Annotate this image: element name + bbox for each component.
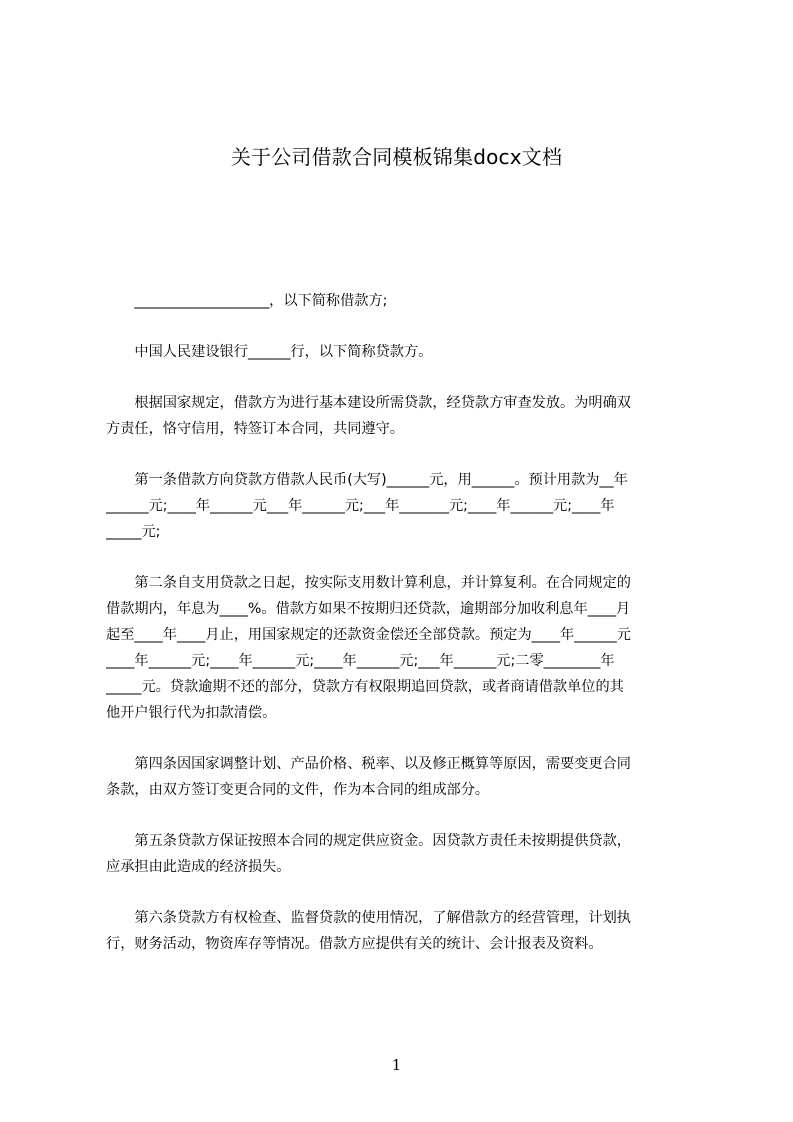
article-2-line-6: 他开户银行代为扣款清偿。 (106, 705, 277, 721)
article-4-line-1: 第四条因国家调整计划、产品价格、税率、以及修正概算等原因，需要变更合同 (134, 756, 631, 772)
article-1-paragraph (106, 467, 700, 545)
article-2-paragraph (106, 570, 700, 726)
article-4-line-2: 条款，由双方签订变更合同的文件，作为本合同的组成部分。 (106, 782, 490, 798)
preamble-paragraph (106, 390, 700, 442)
preamble-line-2: 方责任，恪守信用，特签订本合同，共同遵守。 (106, 421, 404, 437)
article-2-line-3: 起至____年____月止，用国家规定的还款资金偿还全部贷款。预定为____年______元 (106, 627, 631, 643)
article-2-line-1: 第二条自支用贷款之日起，按实际支用数计算利息，并计算复利。在合同规定的 (134, 575, 631, 591)
article-1-line-3: _____元; (106, 524, 161, 540)
borrower-paragraph (106, 288, 700, 314)
page-number: 1 (391, 1056, 402, 1074)
article-1-line-1: 第一条借款方向贷款方借款人民币(大写)______元，用______。预计用款为__年 (134, 472, 628, 488)
article-6-line-1: 第六条贷款方有权检查、监督贷款的使用情况，了解借款方的经营管理，计划执 (134, 910, 631, 926)
lender-line: 中国人民建设银行______行，以下简称贷款方。 (134, 344, 433, 360)
preamble-line-1: 根据国家规定，借款方为进行基本建设所需贷款，经贷款方审查发放。为明确双 (134, 395, 631, 411)
article-2-line-2: 借款期内，年息为____%。借款方如果不按期归还贷款，逾期部分加收利息年____月 (106, 601, 631, 617)
article-5-line-1: 第五条贷款方保证按照本合同的规定供应资金。因贷款方责任未按期提供贷款， (134, 833, 631, 849)
article-6-line-2: 行，财务活动，物资库存等情况。借款方应提供有关的统计、会计报表及资料。 (106, 936, 603, 952)
borrower-line: ___________________，以下简称借款方; (134, 293, 388, 309)
article-4-paragraph (106, 751, 700, 803)
document-body (106, 288, 700, 982)
article-5-paragraph (106, 828, 700, 880)
article-2-line-5: _____元。贷款逾期不还的部分，贷款方有权限期追回贷款，或者商请借款单位的其 (106, 679, 624, 695)
lender-paragraph (106, 339, 700, 365)
article-1-line-2: ______元;____年______元___年______元;___年_______元;____年______元;____年 (106, 498, 615, 514)
article-6-paragraph (106, 905, 700, 957)
article-5-line-2: 应承担由此造成的经济损失。 (106, 859, 291, 875)
article-2-line-4: ____年______元;____年______元;____年______元;___年______元;二零________年 (106, 653, 615, 669)
document-title: 关于公司借款合同模板锦集docx文档 (230, 145, 563, 169)
